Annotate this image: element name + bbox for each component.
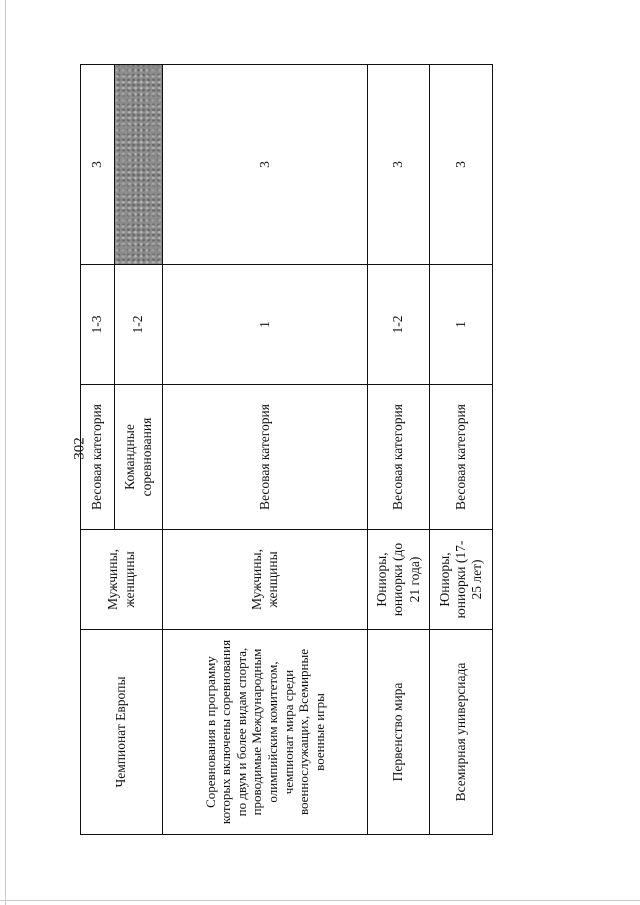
participants-cell: Юниоры, юниорки (до 21 года) [368, 530, 430, 630]
event-cell: Первенство мира [368, 630, 430, 835]
discipline-cell: Командные соревнования [115, 385, 163, 530]
rank-cell: 3 [163, 65, 368, 265]
sports-ranking-table [80, 64, 493, 835]
event-cell: Соревнования в программу которых включены соревнования по двум и более видам спорта, проводимые Международным олимпийским комитетом, чемпионат мира среди военнослужащих, Всемирные военные игры [163, 630, 368, 835]
places-cell: 1 [430, 265, 493, 385]
participants-cell: Мужчины, женщины [163, 530, 368, 630]
participants-cell: Юниоры, юниорки (17-25 лет) [430, 530, 493, 630]
discipline-cell: Весовая категория [430, 385, 493, 530]
places-cell: 1-2 [115, 265, 163, 385]
rank-cell: 3 [81, 65, 115, 265]
rotated-table-wrapper [80, 65, 492, 835]
participants-cell: Мужчины, женщины [81, 530, 163, 630]
table-frame [80, 65, 492, 835]
discipline-cell: Весовая категория [81, 385, 115, 530]
page-number: 302 [71, 437, 88, 460]
places-cell: 1-3 [81, 265, 115, 385]
table-row [163, 65, 368, 835]
discipline-cell: Весовая категория [368, 385, 430, 530]
discipline-cell: Весовая категория [163, 385, 368, 530]
table-row [430, 65, 493, 835]
places-cell: 1-2 [368, 265, 430, 385]
table-row [368, 65, 430, 835]
scan-edge-bottom [0, 900, 640, 901]
table-row [81, 65, 115, 835]
places-cell: 1 [163, 265, 368, 385]
redacted-rank-cell [115, 65, 163, 265]
event-cell: Чемпионат Европы [81, 630, 163, 835]
event-cell: Всемирная универсиада [430, 630, 493, 835]
rank-cell: 3 [368, 65, 430, 265]
rank-cell: 3 [430, 65, 493, 265]
scan-edge-left [5, 0, 6, 905]
